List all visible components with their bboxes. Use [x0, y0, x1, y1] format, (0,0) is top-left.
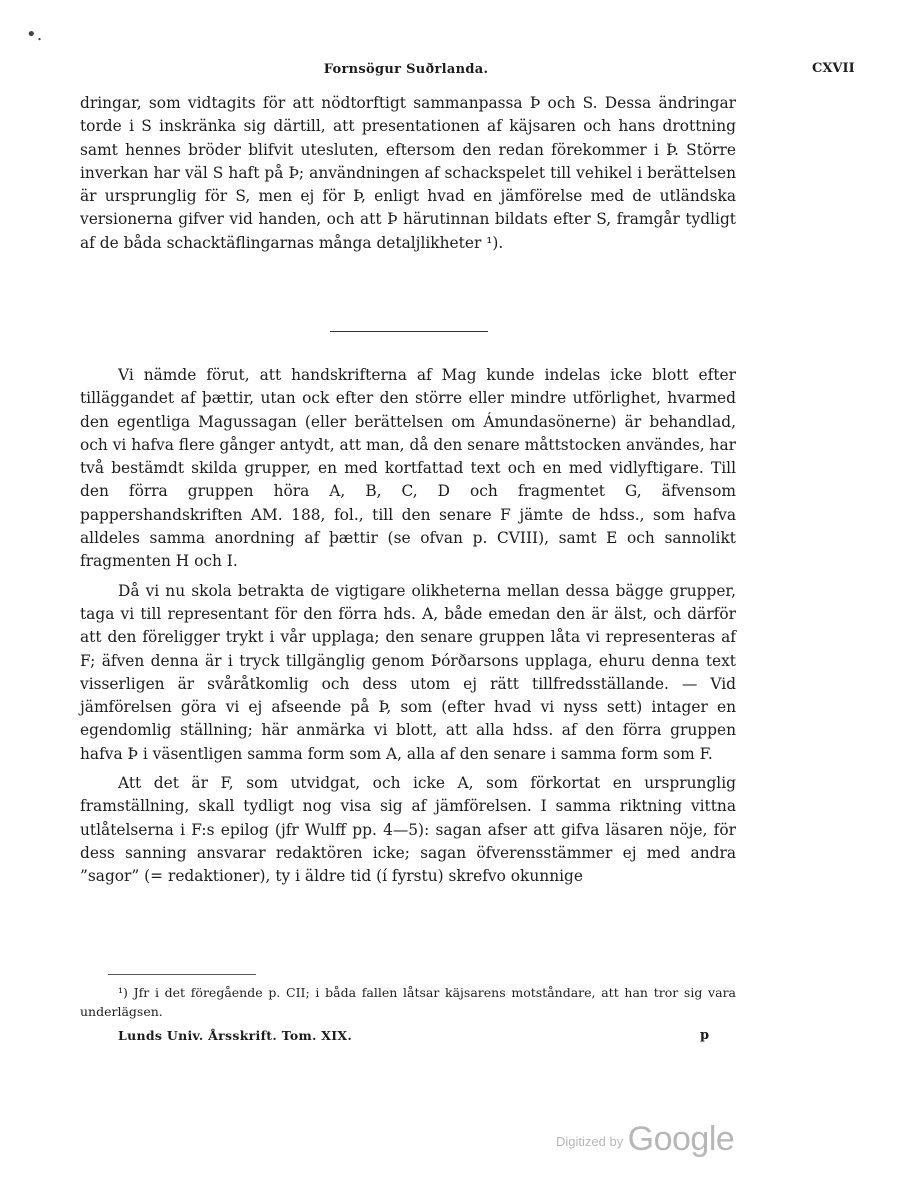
- footnote: ¹) Jfr i det föregående p. CII; i båda fallen låtsar käjsarens motståndare, att han tror sig vara underlägsen.: [80, 985, 736, 1019]
- running-header-title: Fornsögur Suðrlanda.: [323, 62, 489, 77]
- paragraph-continuation: [80, 92, 736, 255]
- paragraph-2: Vi nämde förut, att handskrifterna af Mag kunde indelas icke blott efter tilläggandet af þættir, utan ock efter den större eller mindre utförlighet, hvarmed den egentliga Magussagan (eller berättelsen om Ámundasönerne) är behandlad, och vi hafva flere gånger antydt, att man, då den senare måttstocken användes, har två bestämdt skilda grupper, en med kortfattad text och en med vidlyftigare. Till den förra gruppen höra A, B, C, D och fragmentet G, äfvensom pappershandskriften AM. 188, fol., till den senare F jämte de hdss., som hafva alldeles samma anordning af þættir (se ofvan p. CVIII), samt E och sannolikt fragmenten H och I.: [80, 366, 736, 571]
- footer-journal: Lunds Univ. Årsskrift. Tom. XIX.: [118, 1028, 353, 1043]
- scan-specks: •.: [26, 24, 43, 45]
- watermark-prefix: Digitized by: [556, 1134, 624, 1149]
- paragraph-1: dringar, som vidtagits för att nödtorftigt sammanpassa Þ och S. Dessa ändringar torde i S inskränka sig därtill, att presentationen af käjsaren och hans drottning samt hennes bröder blifvit utesluten, eftersom den redan förekommer i Þ. Större inverkan har väl S haft på Þ; användningen af schackspelet till vehikel i berättelsen är ursprunglig för S, men ej för Þ, enligt hvad en jämförelse med de utländska versionerna gifver vid handen, och att Þ härutinnan bildats efter S, framgår tydligt af de båda schacktäflingarnas många detaljlikheter ¹).: [80, 94, 736, 252]
- google-logo-text: Google: [627, 1120, 735, 1158]
- digitized-watermark: [556, 1120, 734, 1159]
- section-divider: [330, 331, 488, 332]
- paragraph-4: Att det är F, som utvidgat, och icke A, som förkortat en ursprunglig framställning, skall tydligt nog visa sig af jämförelsen. I samma riktning vittna utlåtelserna i F:s epilog (jfr Wulff pp. 4—5): sagan afser att gifva läsaren nöje, för dess sanning ansvarar redaktören icke; sagan öfverensstämmer ej med andra ”sagor” (= redaktioner), ty i äldre tid (í fyrstu) skrefvo okunnige: [80, 774, 736, 886]
- paragraph-3: Då vi nu skola betrakta de vigtigare olikheterna mellan dessa bägge grupper, taga vi till representant för den förra hds. A, både emedan den är älst, och därför att den föreligger trykt i vår upplaga; den senare gruppen låta vi representeras af F; äfven denna är i tryck tillgänglig genom Þórðarsons upplaga, ehuru denna text visserligen är svåråtkomlig och dess utom ej rätt tillfredsställande. — Vid jämförelsen göra vi ej afseende på Þ, som (efter hvad vi nyss sett) intager en egendomlig ställning; här anmärka vi blott, att alla hdss. af den förra gruppen hafva Þ i väsentligen samma form som A, alla af den senare i samma form som F.: [80, 581, 736, 763]
- main-text: [80, 364, 736, 889]
- signature-mark: p: [700, 1028, 710, 1043]
- page-number: CXVII: [812, 61, 855, 76]
- footnote-divider: [108, 974, 256, 975]
